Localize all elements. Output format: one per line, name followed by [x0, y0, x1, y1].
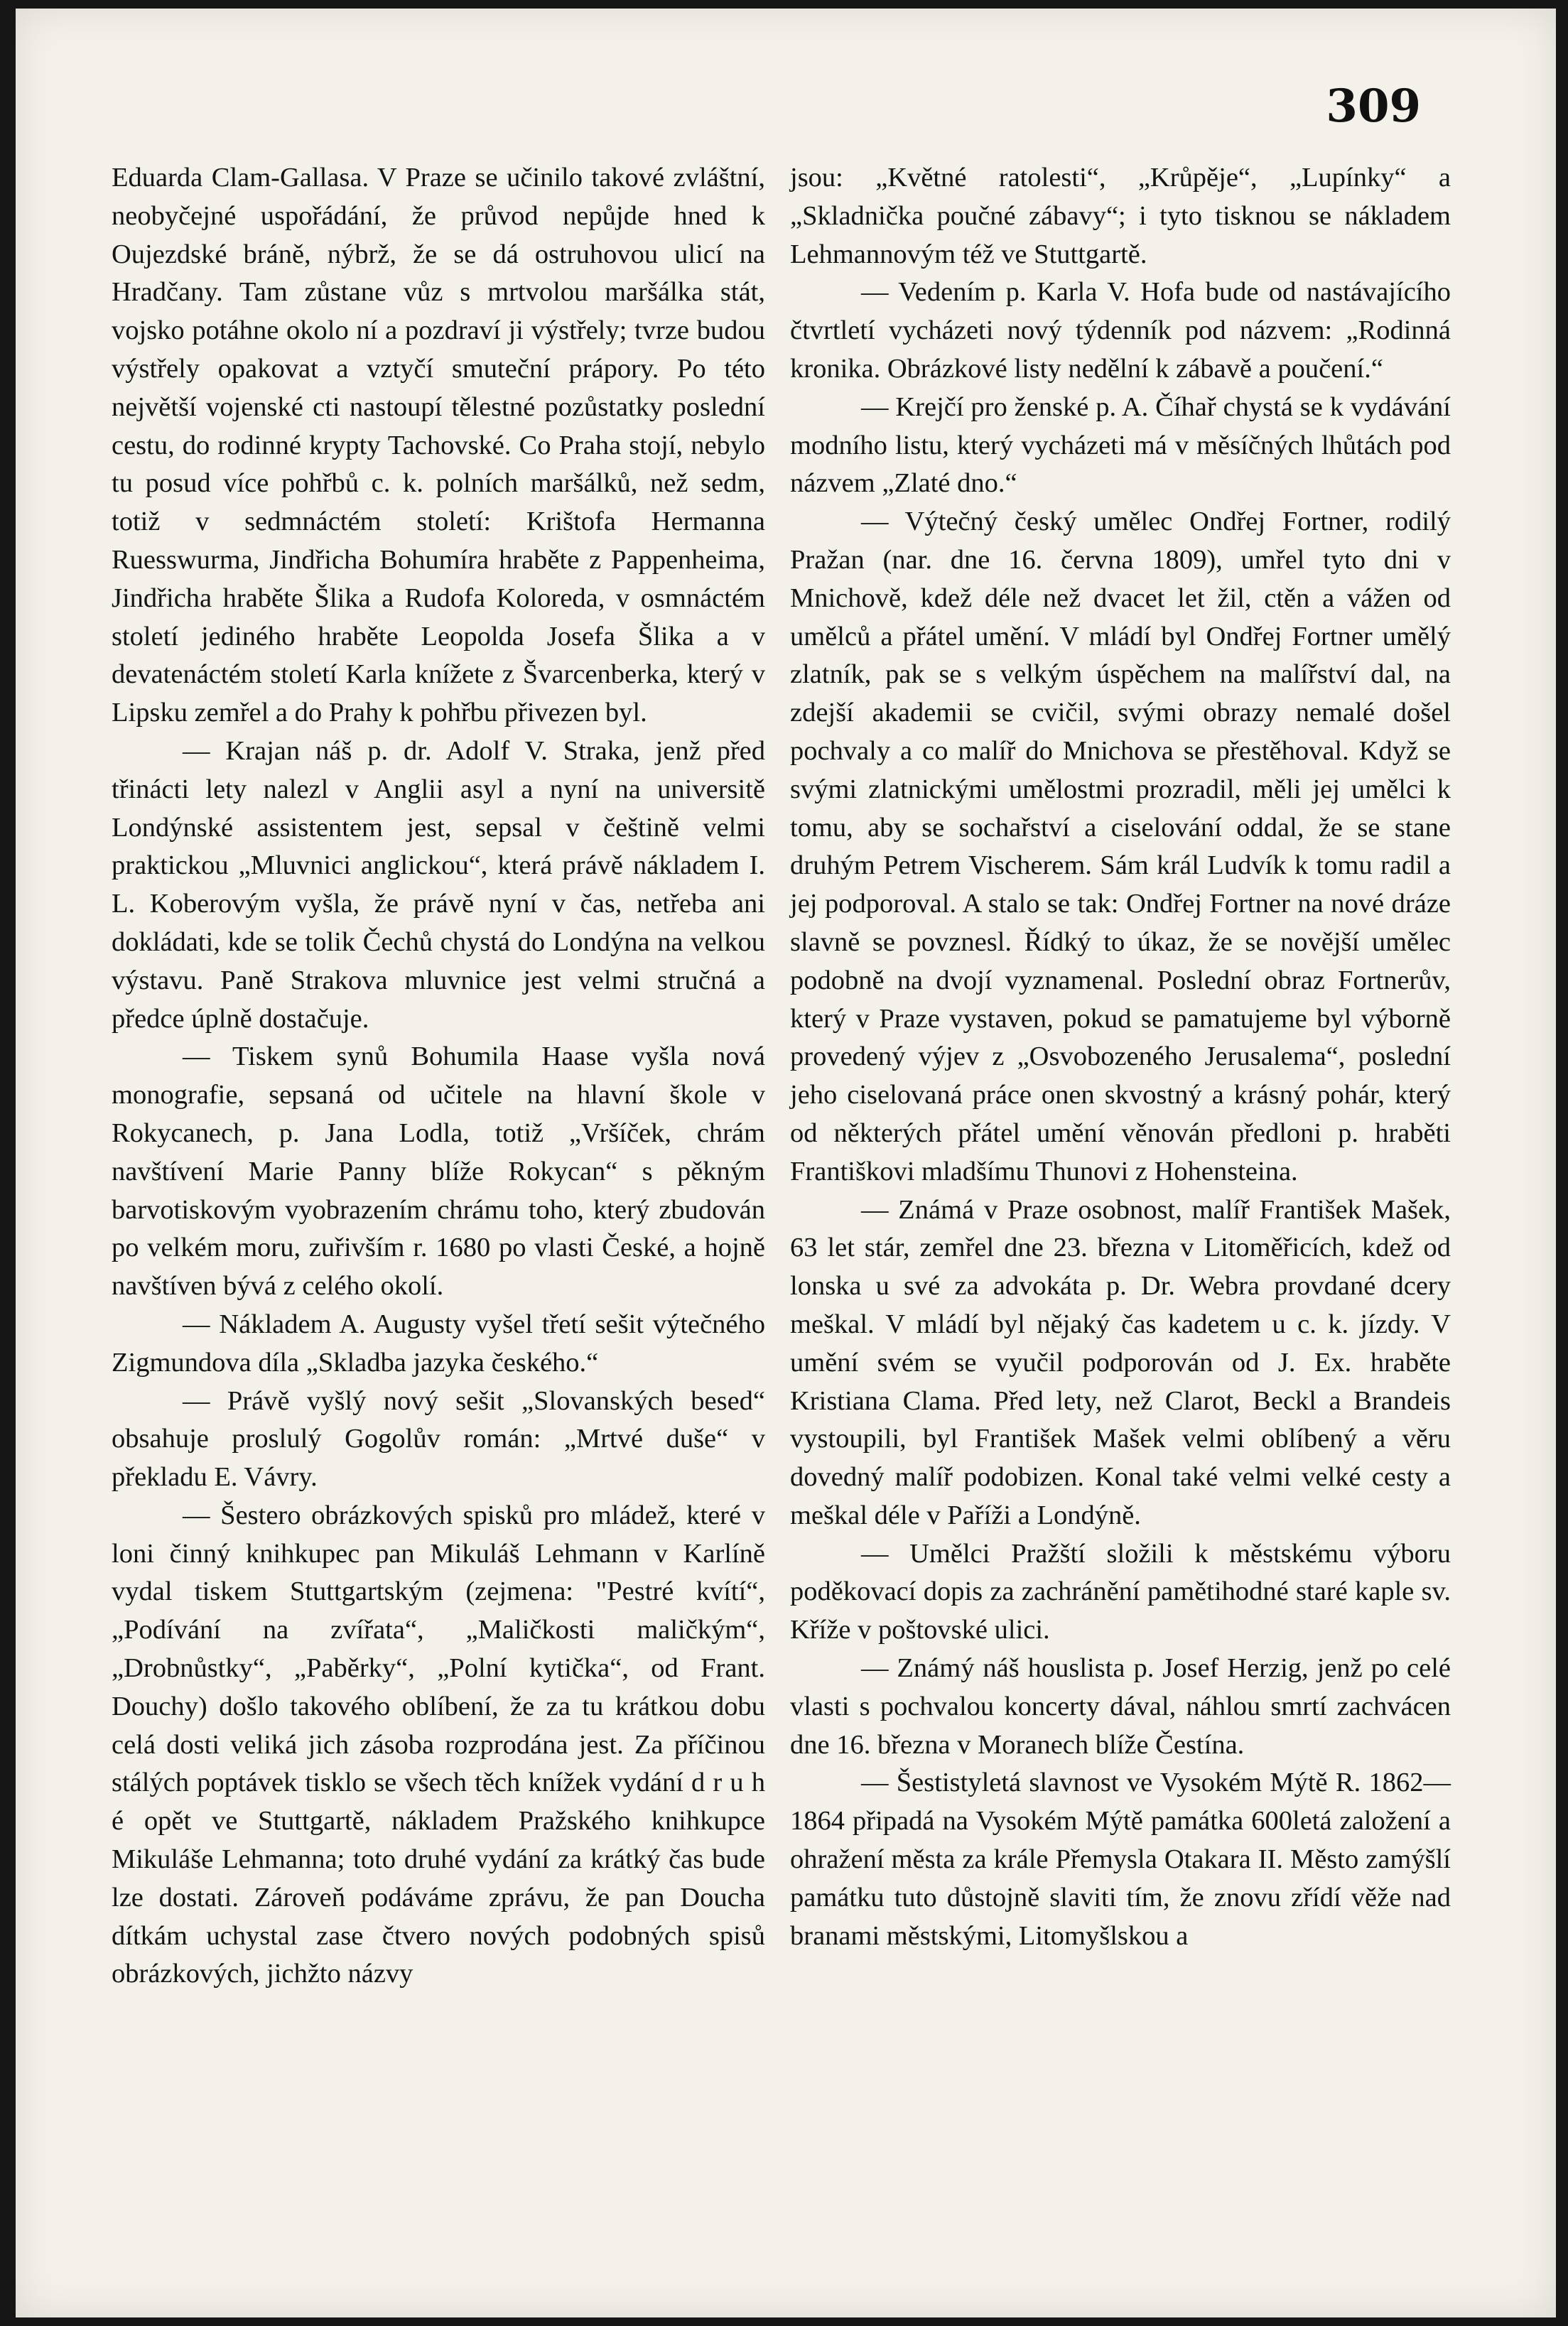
paragraph-zlate-dno: — Krejčí pro ženské p. A. Číhař chystá se k vydávání modního listu, který vycházeti má v měsíčných lhůtách pod názvem „Zlaté dno.“: [790, 391, 1451, 499]
paragraph-funeral-clam-gallas: Eduarda Clam-Gallasa. V Praze se učinilo takové zvláštní, neobyčejné uspořádání, že průvod nepůjde hned k Oujezdské bráně, nýbrž, že se dá ostruhovou ulicí na Hradčany. Tam zůstane vůz s mrtvolou maršálka stát, vojsko potáhne okolo ní a pozdraví ji výstřely; tvrze budou výstřely opakovat a vztyčí smuteční prápory. Po této největší vojenské cti nastoupí tělestné pozůstatky poslední cestu, do rodinné krypty Tachovské. Co Praha stojí, nebylo tu posud více pohřbů c. k. polních maršálků, než sedm, totiž v sedmnáctém století: Krištofa Hermanna Ruesswurma, Jindřicha Bohumíra hraběte z Pappenheima, Jindřicha hraběte Šlika a Rudofa Koloreda, v osmnáctém století jediného hraběte Leopolda Josefa Šlika a v devatenáctém století Karla knížete z Švarcenberka, který v Lipsku zemřel a do Prahy k pohřbu přivezen byl.: [112, 163, 765, 728]
paragraph-doucha-titles: jsou: „Květné ratolesti“, „Krůpěje“, „Lupínky“ a „Skladnička poučné zábavy“; i tyto tisknou se nákladem Lehmannovým též ve Stuttgartě.: [790, 163, 1451, 269]
scanned-page: [16, 9, 1556, 2317]
paragraph-herzig-death: — Známý náš houslista p. Josef Herzig, jenž po celé vlasti s pochvalou koncerty dával, náhlou smrtí zachvácen dne 16. března v Moranech blíže Čestína.: [790, 1653, 1451, 1760]
paragraph-lehmann-booklets: — Šestero obrázkových spisků pro mládež, které v loni činný knihkupec pan Mikuláš Lehmann v Karlíně vydal tiskem Stuttgartským (zejmena: "Pestré kvítí“, „Podívání na zvířata“, „Maličkosti maličkým“, „Drobnůstky“, „Paběrky“, „Polní kytička“, od Frant. Douchy) došlo takového oblíbení, že za tu krátkou dobu celá dosti veliká jich zásoba rozprodána jest. Za příčinou stálých poptávek tisklo se všech těch knížek vydání d r u h é opět ve Stuttgartě, nákladem Pražského knihkupce Mikuláše Lehmanna; toto druhé vydání za krátký čas bude lze dostati. Zároveň podáváme zprávu, že pan Doucha dítkám uchystal zase čtvero nových podobných spisů obrázkových, jichžto názvy: [112, 1500, 765, 1989]
paragraph-augusta-zigmund: — Nákladem A. Augusty vyšel třetí sešit výtečného Zigmundova díla „Skladba jazyka českého.“: [112, 1309, 765, 1378]
right-column: [790, 159, 1451, 1955]
page-number: 309: [1326, 80, 1421, 133]
paragraph-straka-grammar: — Krajan náš p. dr. Adolf V. Straka, jenž před třinácti lety nalezl v Anglii asyl a nyní na universitě Londýnské assistentem jest, sepsal v češtině velmi praktickou „Mluvnici anglickou“, která právě nákladem I. L. Koberovým vyšla, že právě nyní v čas, netřeba ani dokládati, kde se tolik Čechů chystá do Londýna na velkou výstavu. Paně Strakova mluvnice jest velmi stručná a předce úplně dostačuje.: [112, 735, 765, 1034]
left-column: [112, 159, 765, 1994]
paragraph-haase-monograph: — Tiskem synů Bohumila Haase vyšla nová monografie, sepsaná od učitele na hlavní škole v Rokycanech, p. Jana Lodla, totiž „Vršíček, chrám navštívení Marie Panny blíže Rokycan“ s pěkným barvotiskovým vyobrazením chrámu toho, který zbudován po velkém moru, zuřivším r. 1680 po vlasti České, a hojně navštíven bývá z celého okolí.: [112, 1042, 765, 1302]
paragraph-fortner-obituary: — Výtečný český umělec Ondřej Fortner, rodilý Pražan (nar. dne 16. června 1809), umřel tyto dni v Mnichově, kdež déle než dvacet let žil, ctěn a vážen od umělců a přátel umění. V mládí byl Ondřej Fortner umělý zlatník, pak se s velkým úspěchem na malířství dal, na zdejší akademii se cvičil, svými obrazy nemalé došel pochvaly a co malíř do Mnichova se přestěhoval. Když se svými zlatnickými umělostmi prozradil, měli jej umělci k tomu, aby se sochařství a ciselování oddal, že se stane druhým Petrem Vischerem. Sám král Ludvík k tomu radil a jej podporoval. A stalo se tak: Ondřej Fortner na nové dráze slavně se povznesl. Řídký to úkaz, že se novější umělec podobně na dvojí vyznamenal. Poslední obraz Fortnerův, který v Praze vystaven, pokud se pamatujeme byl výborně provedený výjev z „Osvobozeného Jerusalema“, poslední jeho ciselovaná práce onen skvostný a krásný pohár, který od některých přátel umění věnován předloni p. hraběti Františkovi mladšímu Thunovi z Hohensteina.: [790, 507, 1451, 1186]
paragraph-chapel-letter: — Umělci Pražští složili k městskému výboru poděkovací dopis za zachránění pamětihodné staré kaple sv. Kříže v poštovské ulici.: [790, 1538, 1451, 1645]
paragraph-rodinna-kronika: — Vedením p. Karla V. Hofa bude od nastávajícího čtvrtletí vycházeti nový týdenník pod názvem: „Rodinná kronika. Obrázkové listy nedělní k zábavě a poučení.“: [790, 277, 1451, 384]
paragraph-vysoke-myto: — Šestistyletá slavnost ve Vysokém Mýtě R. 1862—1864 připadá na Vysokém Mýtě památka 600letá založení a ohražení města za krále Přemysla Otakara II. Město zamýšlí památku tuto důstojně slaviti tím, že znovu zřídí věže nad branami městskými, Litomyšlskou a: [790, 1768, 1451, 1951]
paragraph-slovanske-besedy: — Právě vyšlý nový sešit „Slovanských besed“ obsahuje proslulý Gogolův román: „Mrtvé duše“ v překladu E. Vávry.: [112, 1385, 765, 1493]
paragraph-masek-obituary: — Známá v Praze osobnost, malíř František Mašek, 63 let stár, zemřel dne 23. března v Litoměřicích, kdež od lonska u své za advokáta p. Dr. Webra provdané dcery meškal. V mládí byl nějaký čas kadetem u c. k. jízdy. V umění svém se vyučil podporován od J. Ex. hraběte Kristiana Clama. Před lety, než Clarot, Beckl a Brandeis vystoupili, byl František Mašek velmi oblíbený a věru dovedný malíř podobizen. Konal také velmi velké cesty a meškal déle v Paříži a Londýně.: [790, 1194, 1451, 1530]
